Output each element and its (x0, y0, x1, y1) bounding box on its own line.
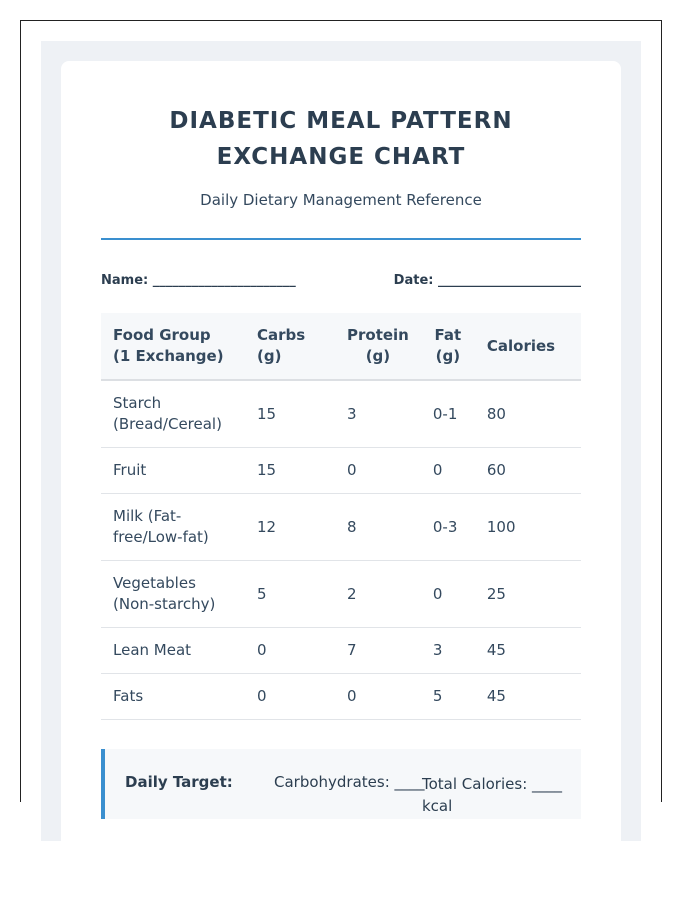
cell-protein: 8 (335, 494, 421, 561)
cell-calories: 45 (475, 674, 581, 720)
table-header-row (101, 313, 581, 380)
daily-target-box (101, 749, 581, 819)
cell-fat: 0-1 (421, 380, 475, 448)
cell-carbs: 15 (245, 448, 335, 494)
divider (101, 238, 581, 240)
cell-fat: 5 (421, 674, 475, 720)
cell-fat: 3 (421, 628, 475, 674)
cell-calories: 60 (475, 448, 581, 494)
page-title: DIABETIC MEAL PATTERN EXCHANGE CHART (169, 108, 513, 170)
cell-carbs: 15 (245, 380, 335, 448)
exchange-table (101, 313, 581, 720)
table-row (101, 561, 581, 628)
name-field[interactable]: Name: ______________________ (101, 273, 296, 288)
date-field[interactable]: Date: ______________________ (393, 273, 581, 288)
table-row (101, 448, 581, 494)
subtitle: Daily Dietary Management Reference (200, 191, 482, 209)
cell-calories: 100 (475, 494, 581, 561)
cell-protein: 0 (335, 674, 421, 720)
carbohydrates-target[interactable]: Carbohydrates: ____ (274, 773, 425, 791)
calories-target[interactable]: Total Calories: ____ kcal (422, 775, 563, 815)
cell-food-group: Fats (101, 674, 245, 720)
cell-food-group: Milk (Fat-free/Low-fat) (101, 494, 245, 561)
cell-carbs: 0 (245, 674, 335, 720)
header-food-group: Food Group (1 Exchange) (101, 313, 245, 380)
table-row (101, 380, 581, 448)
table-row (101, 628, 581, 674)
cell-protein: 2 (335, 561, 421, 628)
header-calories: Calories (475, 313, 581, 380)
daily-target-label: Daily Target: (125, 773, 233, 791)
cell-food-group: Fruit (101, 448, 245, 494)
cell-fat: 0-3 (421, 494, 475, 561)
cell-fat: 0 (421, 448, 475, 494)
table-row (101, 674, 581, 720)
table-row (101, 494, 581, 561)
cell-calories: 45 (475, 628, 581, 674)
document-card (61, 61, 621, 861)
page-background (41, 41, 641, 841)
header-carbs: Carbs (g) (245, 313, 335, 380)
cell-carbs: 5 (245, 561, 335, 628)
cell-calories: 25 (475, 561, 581, 628)
cell-food-group: Vegetables (Non-starchy) (101, 561, 245, 628)
header-fat: Fat (g) (421, 313, 475, 380)
cell-protein: 0 (335, 448, 421, 494)
page-frame (20, 20, 662, 815)
cell-calories: 80 (475, 380, 581, 448)
header-protein: Protein (g) (335, 313, 421, 380)
cell-protein: 3 (335, 380, 421, 448)
cell-protein: 7 (335, 628, 421, 674)
cell-carbs: 12 (245, 494, 335, 561)
cell-food-group: Starch (Bread/Cereal) (101, 380, 245, 448)
cell-fat: 0 (421, 561, 475, 628)
cell-carbs: 0 (245, 628, 335, 674)
cell-food-group: Lean Meat (101, 628, 245, 674)
